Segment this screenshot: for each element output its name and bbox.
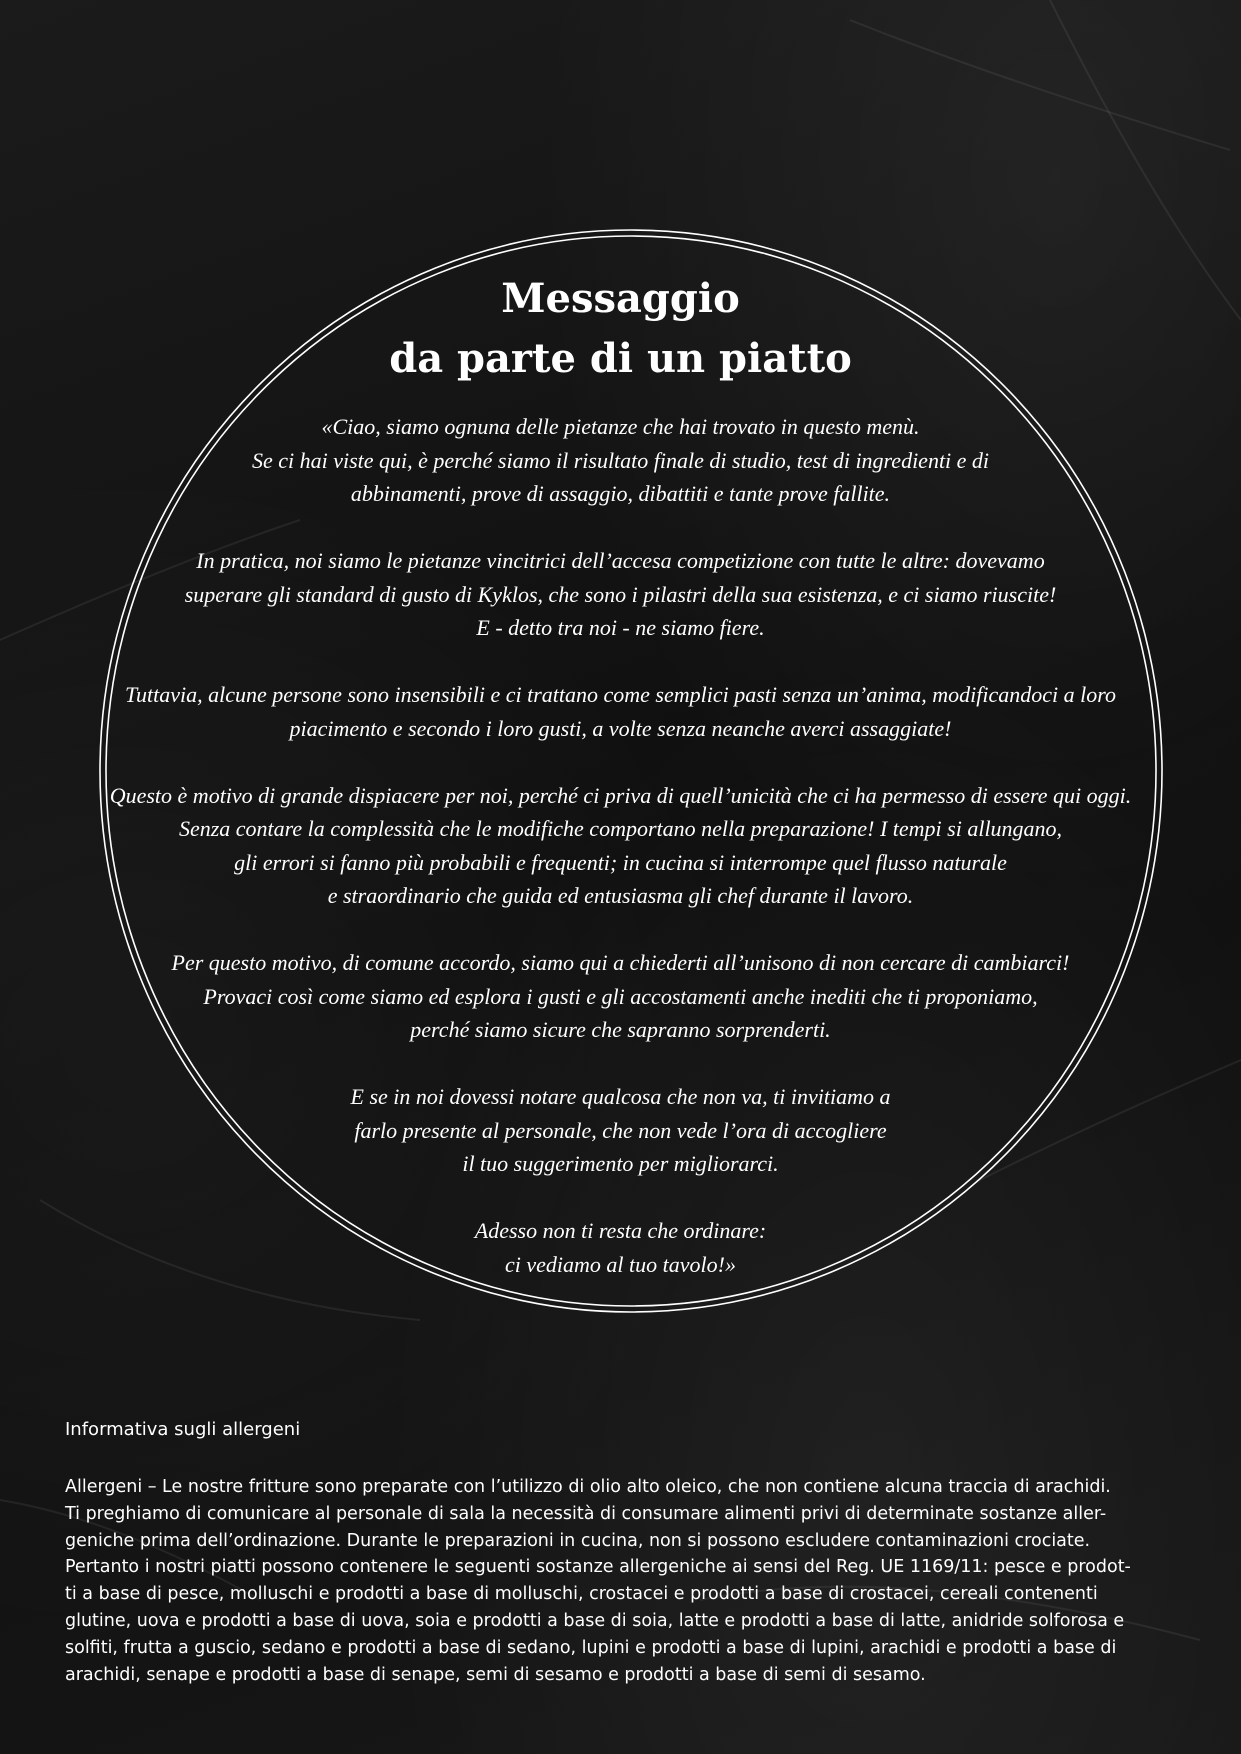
allergen-heading: Informativa sugli allergeni [65,1419,301,1440]
message-line: E - detto tra noi - ne siamo fiere. [476,615,765,640]
message-line: E se in noi dovessi notare qualcosa che non va, ti invitiamo a [350,1084,891,1109]
message-line: Questo è motivo di grande dispiacere per noi, perché ci priva di quell’unicità che ci ha permesso di essere qui oggi. [109,782,1132,808]
message-line: Provaci così come siamo ed esplora i gusti e gli accostamenti anche inediti che ti proponiamo, [203,983,1038,1009]
message-title-line-1: Messaggio [501,275,740,322]
message-title-line-2: da parte di un piatto [389,335,852,382]
message-paragraph [60,946,1181,1047]
message-line: ci vediamo al tuo tavolo!» [505,1251,736,1277]
message-line: perché siamo sicure che sapranno sorprenderti. [410,1017,831,1042]
message-line: Per questo motivo, di comune accordo, siamo qui a chiederti all’unisono di non cercare di cambiarci! [171,950,1070,975]
message-line: abbinamenti, prove di assaggio, dibattiti e tante prove fallite. [350,481,891,506]
allergen-line: geniche prima dell’ordinazione. Durante le preparazioni in cucina, non si possono escludere contaminazioni crociate. [65,1530,1091,1551]
message-paragraph [60,1080,1181,1181]
allergen-line: solfiti, frutta a guscio, sedano e prodotti a base di sedano, lupini e prodotti a base di lupini, arachidi e prodotti a base di [65,1637,1117,1658]
message-line: Senza contare la complessità che le modifiche comportano nella preparazione! I tempi si allungano, [178,816,1063,841]
message-line: «Ciao, siamo ognuna delle pietanze che hai trovato in questo menù. [321,414,920,439]
message-paragraph [60,410,1181,511]
message-paragraph [60,678,1181,745]
allergen-line: ti a base di pesce, molluschi e prodotti a base di molluschi, crostacei e prodotti a base di crostacei, cereali contenenti [65,1584,1098,1605]
message-line: Tuttavia, alcune persone sono insensibili e ci trattano come semplici pasti senza un’anima, modificandoci a loro [125,682,1116,707]
message-line: gli errori si fanno più probabili e frequenti; in cucina si interrompe quel flusso naturale [234,849,1007,875]
message-line: piacimento e secondo i loro gusti, a volte senza neanche averci assaggiate! [289,715,952,741]
message-line: farlo presente al personale, che non vede l’ora di accogliere [354,1117,887,1143]
message-body [60,410,1181,1315]
allergen-line: Ti preghiamo di comunicare al personale di sala la necessità di consumare alimenti privi di determinate sostanze aller- [65,1503,1107,1524]
message-line: superare gli standard di gusto di Kyklos, che sono i pilastri della sua esistenza, e ci siamo riuscite! [184,581,1057,607]
message-paragraph [60,544,1181,645]
allergen-line: Pertanto i nostri piatti possono contenere le seguenti sostanze allergeniche ai sensi del Reg. UE 1169/11: pesce e prodot- [65,1557,1131,1578]
message-line: e straordinario che guida ed entusiasma gli chef durante il lavoro. [327,883,914,908]
message-line: il tuo suggerimento per migliorarci. [462,1151,779,1176]
allergen-line: Allergeni – Le nostre fritture sono preparate con l’utilizzo di olio alto oleico, che non contiene alcuna traccia di arachidi. [65,1477,1111,1497]
allergen-line: arachidi, senape e prodotti a base di senape, semi di sesamo e prodotti a base di semi di sesamo. [65,1664,926,1685]
message-line: Adesso non ti resta che ordinare: [474,1218,767,1243]
allergen-line: glutine, uova e prodotti a base di uova, soia e prodotti a base di soia, latte e prodotti a base di latte, anidride solforosa e [65,1610,1125,1631]
message-line: Se ci hai viste qui, è perché siamo il risultato finale di studio, test di ingredienti e di [251,447,990,473]
message-paragraph [60,1214,1181,1281]
allergen-notice [65,1474,1185,1688]
message-paragraph [60,779,1181,913]
message-line: In pratica, noi siamo le pietanze vincitrici dell’accesa competizione con tutte le altre: dovevamo [196,548,1045,573]
